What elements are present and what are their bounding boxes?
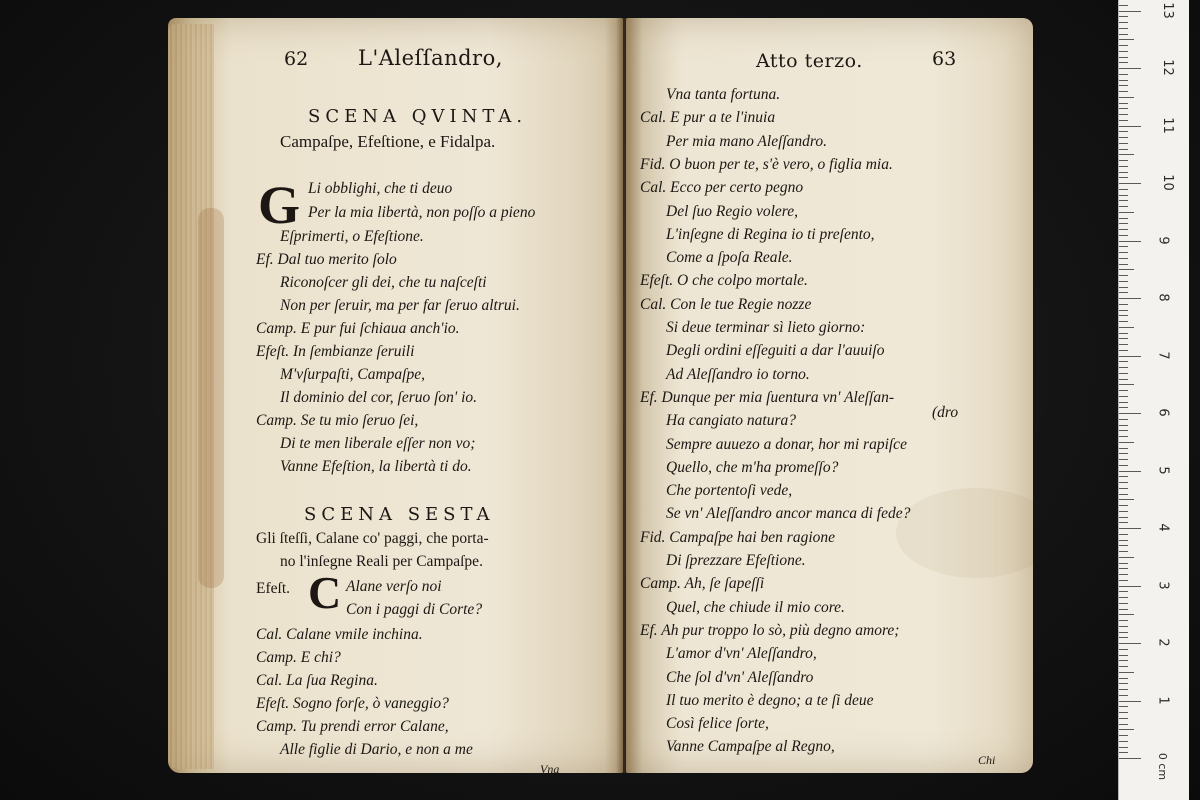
ruler-tick <box>1119 51 1128 52</box>
text-line: Per la mia libertà, non poſſo a pieno <box>308 204 536 221</box>
ruler-tick <box>1119 649 1128 650</box>
ruler-tick <box>1119 689 1128 690</box>
text-line: Con i paggi di Corte? <box>346 601 483 618</box>
ruler-tick <box>1119 195 1128 196</box>
ruler-number: 6 <box>1155 408 1171 417</box>
bleed-through-shadow <box>896 488 1033 578</box>
ruler-tick <box>1119 718 1128 719</box>
ruler-tick <box>1119 298 1141 299</box>
ruler-tick <box>1119 482 1128 483</box>
ruler-tick <box>1119 361 1128 362</box>
ruler-tick <box>1119 741 1128 742</box>
ruler-number: 2 <box>1155 638 1171 647</box>
ruler-tick <box>1119 373 1128 374</box>
ruler-tick <box>1119 264 1128 265</box>
ruler-tick <box>1119 183 1141 184</box>
text-line: Ef. Dal tuo merito ſolo <box>256 251 397 268</box>
ruler-tick <box>1119 384 1134 385</box>
text-line: Vna tanta fortuna. <box>666 86 781 103</box>
ruler-tick <box>1119 131 1128 132</box>
ruler-tick <box>1119 499 1134 500</box>
ruler-tick <box>1119 338 1128 339</box>
text-line: Ef. Ah pur troppo lo sò, più degno amore; <box>640 621 900 639</box>
ruler-tick <box>1119 534 1128 535</box>
text-line: Degli ordini eſſeguiti a dar l'auuiſo <box>666 342 885 360</box>
text-line: Li obblighi, che ti deuo <box>308 180 453 197</box>
ruler-tick <box>1119 597 1128 598</box>
text-line: Che portentoſi vede, <box>666 482 793 500</box>
text-line: Camp. E chi? <box>256 649 341 666</box>
text-line: Cal. Calane vmile inchina. <box>256 626 423 643</box>
text-line: Fid. Campaſpe hai ben ragione <box>640 528 836 546</box>
text-line: Si deue terminar sì lieto giorno: <box>666 319 866 336</box>
text-line: M'vſurpaſti, Campaſpe, <box>280 366 425 383</box>
text-line: L'amor d'vn' Aleſſandro, <box>666 645 817 663</box>
ruler-tick <box>1119 304 1128 305</box>
right-page-number: 63 <box>932 48 957 70</box>
ruler-tick <box>1119 120 1128 121</box>
scene6-cast-line: no l'inſegne Reali per Campaſpe. <box>280 553 483 570</box>
measuring-ruler <box>1118 0 1189 800</box>
ruler-tick <box>1119 465 1128 466</box>
text-line: Fid. O buon per te, s'è vero, o figlia mia. <box>640 155 893 173</box>
ruler-unit-label: 0 cm <box>1156 752 1170 781</box>
ruler-tick <box>1119 695 1128 696</box>
ruler-number: 9 <box>1155 235 1171 245</box>
ruler-tick <box>1119 143 1128 144</box>
ruler-tick <box>1119 609 1128 610</box>
ruler-tick <box>1119 235 1128 236</box>
ruler-tick <box>1119 223 1128 224</box>
right-page <box>626 18 1033 773</box>
ruler-tick <box>1119 729 1134 730</box>
ruler-tick <box>1119 45 1128 46</box>
ruler-tick <box>1119 344 1128 345</box>
ruler-tick <box>1119 614 1134 615</box>
ruler-tick <box>1119 97 1134 98</box>
text-line: Per mia mano Aleſſandro. <box>666 132 828 150</box>
text-line: Di ſprezzare Efeſtione. <box>666 552 806 569</box>
ruler-tick <box>1119 637 1128 638</box>
text-line: Del ſuo Regio volere, <box>666 202 798 220</box>
ruler-tick <box>1119 321 1128 322</box>
ruler-tick <box>1119 413 1141 414</box>
text-line: Ha cangiato natura? <box>666 412 797 430</box>
ruler-tick <box>1119 643 1141 644</box>
ruler-tick <box>1119 706 1128 707</box>
ruler-tick <box>1119 85 1128 86</box>
ruler-number: 10 <box>1159 174 1175 191</box>
ruler-tick <box>1119 275 1128 276</box>
ruler-tick <box>1119 586 1141 587</box>
ruler-tick <box>1119 154 1134 155</box>
ruler-number: 4 <box>1155 523 1171 532</box>
ruler-tick <box>1119 758 1141 759</box>
ruler-tick <box>1119 172 1128 173</box>
ruler-tick <box>1119 568 1128 569</box>
text-line: L'inſegne di Regina io ti preſento, <box>666 225 875 243</box>
ruler-tick <box>1119 252 1128 253</box>
ruler-tick <box>1119 724 1128 725</box>
ruler-tick <box>1119 292 1128 293</box>
ruler-tick <box>1119 269 1134 270</box>
ruler-number: 5 <box>1155 465 1171 475</box>
text-line: Quello, che m'ha promeſſo? <box>666 458 839 476</box>
left-catchword: Vna <box>540 762 560 773</box>
text-line: Vanne Efeſtion, la libertà ti do. <box>280 458 472 475</box>
ruler-tick <box>1119 453 1128 454</box>
scene5-title: SCENA QVINTA. <box>308 106 528 127</box>
ruler-tick <box>1119 57 1128 58</box>
ruler-tick <box>1119 333 1128 334</box>
ruler-number: 7 <box>1155 350 1171 360</box>
open-book <box>168 18 1033 778</box>
scene6-title: SCENA SESTA <box>304 504 495 525</box>
ruler-tick <box>1119 310 1128 311</box>
text-line: Come a ſpoſa Reale. <box>666 249 793 267</box>
ruler-tick <box>1119 517 1128 518</box>
text-line: Che ſol d'vn' Aleſſandro <box>666 668 814 686</box>
text-line: Cal. Ecco per certo pegno <box>640 179 804 197</box>
ruler-tick <box>1119 22 1128 23</box>
ruler-tick <box>1119 471 1141 472</box>
ruler-tick <box>1119 476 1128 477</box>
ruler-tick <box>1119 258 1128 259</box>
ruler-tick <box>1119 177 1128 178</box>
ruler-tick <box>1119 683 1128 684</box>
ruler-tick <box>1119 655 1128 656</box>
text-line: Se vn' Aleſſandro ancor manca di fede? <box>666 505 911 523</box>
text-line: Il dominio del cor, ſeruo ſon' io. <box>280 389 478 406</box>
text-line: Non per ſeruir, ma per far ſeruo altrui. <box>280 297 520 314</box>
ruler-tick <box>1119 241 1141 242</box>
text-line: Alle figlie di Dario, e non a me <box>280 741 473 758</box>
ruler-tick <box>1119 459 1128 460</box>
ruler-tick <box>1119 591 1128 592</box>
ruler-tick <box>1119 108 1128 109</box>
ruler-tick <box>1119 379 1128 380</box>
text-line: Vanne Campaſpe al Regno, <box>666 738 835 756</box>
text-line: Camp. Ah, ſe ſapeſſi <box>640 575 765 593</box>
ruler-tick <box>1119 28 1128 29</box>
ruler-tick <box>1119 396 1128 397</box>
ruler-tick <box>1119 74 1128 75</box>
right-catchword: Chi <box>978 753 996 767</box>
ruler-tick <box>1119 218 1128 219</box>
ruler-tick <box>1119 114 1128 115</box>
text-line: Cal. E pur a te l'inuia <box>640 109 776 127</box>
text-line: Cal. Con le tue Regie nozze <box>640 295 812 313</box>
ruler-tick <box>1119 603 1128 604</box>
ruler-tick <box>1119 540 1128 541</box>
ruler-tick <box>1119 62 1128 63</box>
ruler-tick <box>1119 212 1134 213</box>
ruler-tick <box>1119 425 1128 426</box>
left-running-head: L'Aleſſandro, <box>358 46 503 70</box>
ruler-tick <box>1119 103 1128 104</box>
text-line: Quel, che chiude il mio core. <box>666 598 845 616</box>
ruler-tick <box>1119 528 1141 529</box>
ruler-tick <box>1119 494 1128 495</box>
right-running-head: Atto terzo. <box>756 50 863 72</box>
ruler-tick <box>1119 206 1128 207</box>
ruler-tick <box>1119 166 1128 167</box>
ruler-number: 3 <box>1155 580 1171 590</box>
text-line: Efeſt. O che colpo mortale. <box>640 272 808 290</box>
speaker-label: Efeſt. <box>256 580 290 597</box>
text-line: Camp. Se tu mio ſeruo ſei, <box>256 412 419 429</box>
ruler-tick <box>1119 315 1128 316</box>
text-line: Eſprimerti, o Efeſtione. <box>280 228 424 245</box>
ruler-tick <box>1119 511 1128 512</box>
ruler-tick <box>1119 430 1128 431</box>
left-page-number: 62 <box>284 48 309 70</box>
ruler-tick <box>1119 522 1128 523</box>
text-line: Camp. E pur fui ſchiaua anch'io. <box>256 320 460 337</box>
ruler-tick <box>1119 246 1128 247</box>
ruler-tick <box>1119 701 1141 702</box>
ruler-tick <box>1119 5 1128 6</box>
scene5-cast: Campaſpe, Efeſtione, e Fidalpa. <box>280 132 496 151</box>
ruler-tick <box>1119 747 1128 748</box>
ruler-tick <box>1119 200 1128 201</box>
ruler-tick <box>1119 672 1134 673</box>
ruler-tick <box>1119 626 1128 627</box>
ruler-tick <box>1119 80 1128 81</box>
ruler-tick <box>1119 91 1128 92</box>
drop-cap-c: C <box>308 567 342 618</box>
ruler-tick <box>1119 620 1128 621</box>
ruler-tick <box>1119 488 1128 489</box>
ruler-tick <box>1119 189 1128 190</box>
ruler-tick <box>1119 563 1128 564</box>
ruler-tick <box>1119 327 1134 328</box>
ruler-number: 12 <box>1159 59 1175 76</box>
ruler-number: 13 <box>1159 1 1175 19</box>
ruler-tick <box>1119 557 1134 558</box>
ruler-tick <box>1119 735 1128 736</box>
left-page <box>168 18 623 773</box>
ruler-tick <box>1119 16 1128 17</box>
ruler-tick <box>1119 752 1128 753</box>
ruler-tick <box>1119 712 1128 713</box>
text-line: Ef. Dunque per mia ſuentura vn' Aleſſan- <box>640 388 895 406</box>
ruler-tick <box>1119 11 1141 12</box>
ruler-tick <box>1119 390 1128 391</box>
ruler-tick <box>1119 126 1141 127</box>
ruler-tick <box>1119 574 1128 575</box>
text-line: Cal. La ſua Regina. <box>256 672 378 689</box>
ruler-number: 8 <box>1155 293 1171 302</box>
text-line: Efeſt. Sogno forſe, ò vaneggio? <box>256 695 449 712</box>
ruler-tick <box>1119 505 1128 506</box>
text-line: Camp. Tu prendi error Calane, <box>256 718 449 735</box>
turnover-line: (dro <box>932 404 959 421</box>
ruler-tick <box>1119 356 1141 357</box>
ruler-tick <box>1119 580 1128 581</box>
text-line: Il tuo merito è degno; a te ſi deue <box>666 691 874 709</box>
ruler-tick <box>1119 68 1141 69</box>
ruler-number: 1 <box>1155 695 1171 705</box>
ruler-tick <box>1119 666 1128 667</box>
ruler-tick <box>1119 281 1128 282</box>
water-stain <box>198 208 224 588</box>
scene6-cast-line: Gli ſteſſi, Calane co' paggi, che porta- <box>256 530 489 547</box>
text-line: Sempre auuezo a donar, hor mi rapiſce <box>666 435 907 453</box>
ruler-tick <box>1119 545 1128 546</box>
text-line: Così felice ſorte, <box>666 715 769 733</box>
text-line: Efeſt. In ſembianze ſeruili <box>256 343 415 360</box>
ruler-tick <box>1119 551 1128 552</box>
ruler-tick <box>1119 39 1134 40</box>
text-line: Ad Aleſſandro io torno. <box>666 365 810 383</box>
ruler-tick <box>1119 367 1128 368</box>
ruler-number: 11 <box>1159 116 1175 134</box>
ruler-tick <box>1119 229 1128 230</box>
text-line: Riconoſcer gli dei, che tu naſceſti <box>280 274 487 291</box>
ruler-tick <box>1119 678 1128 679</box>
ruler-tick <box>1119 660 1128 661</box>
ruler-tick <box>1119 34 1128 35</box>
text-line: Alane verſo noi <box>346 578 442 595</box>
ruler-tick <box>1119 448 1128 449</box>
ruler-tick <box>1119 287 1128 288</box>
drop-cap-g: G <box>258 175 301 235</box>
ruler-tick <box>1119 407 1128 408</box>
ruler-tick <box>1119 632 1128 633</box>
ruler-tick <box>1119 402 1128 403</box>
ruler-tick <box>1119 149 1128 150</box>
ruler-tick <box>1119 137 1128 138</box>
ruler-tick <box>1119 442 1134 443</box>
ruler-tick <box>1119 436 1128 437</box>
ruler-tick <box>1119 350 1128 351</box>
ruler-tick <box>1119 419 1128 420</box>
text-line: Di te men liberale eſſer non vo; <box>280 435 476 452</box>
ruler-tick <box>1119 160 1128 161</box>
